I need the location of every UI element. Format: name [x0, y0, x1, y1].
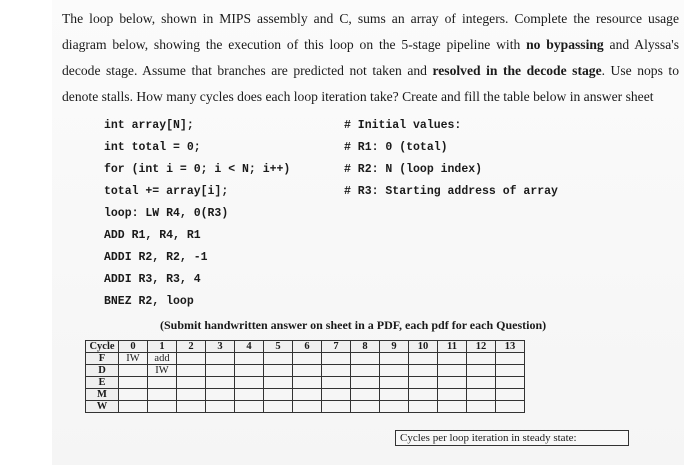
comment-line-4: # R3: Starting address of array [344, 185, 558, 198]
table-cell [206, 353, 235, 365]
table-cell [322, 377, 351, 389]
cycle-header: 10 [409, 341, 438, 353]
stage-row-w [86, 401, 525, 413]
table-cell [206, 401, 235, 413]
table-cell [119, 377, 148, 389]
code-line-3: for (int i = 0; i < N; i++) [104, 163, 291, 176]
table-cell [409, 401, 438, 413]
table-cell [264, 401, 293, 413]
table-cell [293, 401, 322, 413]
question-block [62, 6, 679, 110]
table-cell [496, 389, 525, 401]
question-seg1: The loop below, shown in MIPS assembly and C, sums an array of integers. Complete the resource usage diagram below, showing the execution of this loop on the 5-stage pipeline with [62, 11, 679, 52]
table-cell [380, 389, 409, 401]
question-seg3: . Use nops to denote stalls. How many cycles does each loop iteration take? Create and fill the table below in answer sheet [62, 63, 679, 104]
comment-line-1: # Initial values: [344, 119, 462, 132]
cycle-header: 6 [293, 341, 322, 353]
table-cell [496, 365, 525, 377]
resource-usage-table [85, 340, 525, 413]
table-cell [148, 377, 177, 389]
table-cell [264, 389, 293, 401]
stage-row-f [86, 353, 525, 365]
table-cell [438, 353, 467, 365]
table-cell [235, 353, 264, 365]
table-cell [177, 401, 206, 413]
table-cell [351, 365, 380, 377]
table-cell [322, 389, 351, 401]
table-cell [148, 401, 177, 413]
stage-row-e [86, 377, 525, 389]
table-corner: Cycle [86, 341, 119, 353]
table-cell [235, 401, 264, 413]
table-cell [409, 365, 438, 377]
code-line-2: int total = 0; [104, 141, 201, 154]
table-cell [351, 389, 380, 401]
table-cell [293, 377, 322, 389]
code-line-6: ADD R1, R4, R1 [104, 229, 201, 242]
table-cell [177, 389, 206, 401]
table-cell [119, 365, 148, 377]
table-cell [351, 377, 380, 389]
table-cell [322, 401, 351, 413]
table-cell [380, 353, 409, 365]
table-cell [496, 401, 525, 413]
table-header-row [86, 341, 525, 353]
table-cell [351, 353, 380, 365]
question-seg2: and Alyssa's decode stage. Assume that branches are predicted not taken and [62, 37, 679, 78]
table-cell [235, 365, 264, 377]
table-cell: add [148, 353, 177, 365]
table-cell [177, 353, 206, 365]
comment-line-2: # R1: 0 (total) [344, 141, 448, 154]
cycle-header: 2 [177, 341, 206, 353]
cycle-header: 7 [322, 341, 351, 353]
cycle-header: 5 [264, 341, 293, 353]
table-cell [119, 401, 148, 413]
table-cell [467, 389, 496, 401]
submit-note: (Submit handwritten answer on sheet in a PDF, each pdf for each Question) [160, 318, 547, 332]
table-cell: IW [119, 353, 148, 365]
left-margin [0, 0, 52, 465]
table-cell [264, 365, 293, 377]
code-line-8: ADDI R3, R3, 4 [104, 273, 201, 286]
question-bold2: resolved in the decode stage [432, 63, 602, 78]
table-cell [438, 401, 467, 413]
table-cell [293, 365, 322, 377]
code-line-7: ADDI R2, R2, -1 [104, 251, 208, 264]
cycle-header: 13 [496, 341, 525, 353]
steady-state-box: Cycles per loop iteration in steady state: [395, 430, 629, 446]
table-cell [496, 377, 525, 389]
cycle-header: 8 [351, 341, 380, 353]
table-cell [264, 353, 293, 365]
table-cell [467, 377, 496, 389]
table-cell [351, 401, 380, 413]
stage-label: W [86, 401, 119, 413]
stage-label: E [86, 377, 119, 389]
table-cell [235, 389, 264, 401]
table-cell [467, 353, 496, 365]
table-cell [206, 365, 235, 377]
table-cell [293, 389, 322, 401]
table-cell [119, 389, 148, 401]
code-listing [104, 119, 664, 319]
table-cell [409, 377, 438, 389]
cycle-header: 4 [235, 341, 264, 353]
cycle-header: 9 [380, 341, 409, 353]
code-line-4: total += array[i]; [104, 185, 229, 198]
table-cell [206, 377, 235, 389]
code-line-1: int array[N]; [104, 119, 194, 132]
right-margin [684, 0, 700, 465]
cycle-header: 12 [467, 341, 496, 353]
table-cell [322, 365, 351, 377]
table-cell [235, 377, 264, 389]
cycle-header: 0 [119, 341, 148, 353]
table-cell: IW [148, 365, 177, 377]
table-cell [148, 389, 177, 401]
table-cell [264, 377, 293, 389]
cycle-header: 3 [206, 341, 235, 353]
stage-row-m [86, 389, 525, 401]
table-cell [206, 389, 235, 401]
stage-label: F [86, 353, 119, 365]
cycle-header: 11 [438, 341, 467, 353]
stage-row-d [86, 365, 525, 377]
table-cell [322, 353, 351, 365]
table-cell [467, 365, 496, 377]
table-cell [409, 389, 438, 401]
table-cell [380, 401, 409, 413]
code-line-5: loop: LW R4, 0(R3) [104, 207, 229, 220]
cycle-header: 1 [148, 341, 177, 353]
table-cell [177, 377, 206, 389]
stage-label: D [86, 365, 119, 377]
table-cell [380, 377, 409, 389]
table-cell [496, 353, 525, 365]
table-cell [467, 401, 496, 413]
table-cell [409, 353, 438, 365]
table-cell [380, 365, 409, 377]
table-cell [177, 365, 206, 377]
question-bold1: no bypassing [526, 37, 604, 52]
code-line-9: BNEZ R2, loop [104, 295, 194, 308]
table-cell [438, 377, 467, 389]
stage-label: M [86, 389, 119, 401]
question-text [62, 6, 679, 110]
table-cell [438, 389, 467, 401]
table-cell [293, 353, 322, 365]
comment-line-3: # R2: N (loop index) [344, 163, 483, 176]
table-cell [438, 365, 467, 377]
